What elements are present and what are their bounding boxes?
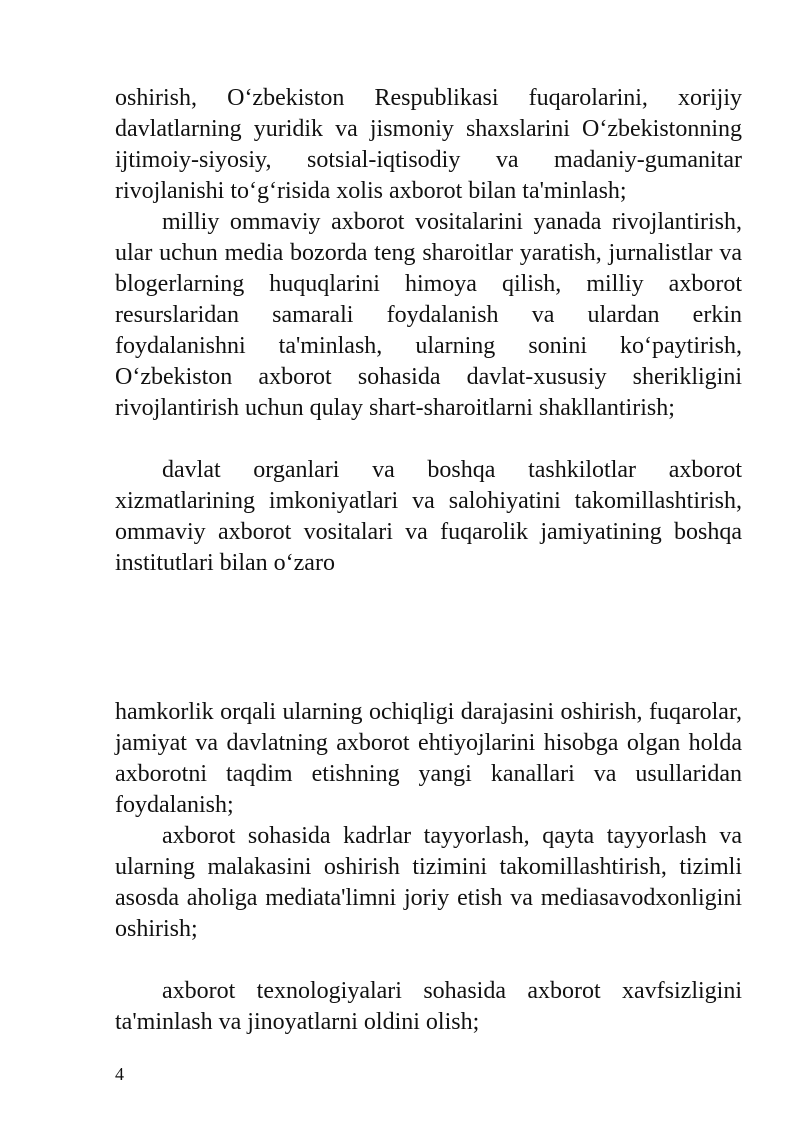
paragraph-3: davlat organlari va boshqa tashkilotlar axborot xizmatlarining imkoniyatlari va salohiyatini takomillashtirish, ommaviy axborot vositalari va fuqarolik jamiyatining boshqa institutlari bilan o‘zaro — [115, 457, 742, 576]
page-number: 4 — [115, 1064, 124, 1084]
paragraph-1: oshirish, O‘zbekiston Respublikasi fuqarolarini, xorijiy davlatlarning yuridik va jismoniy shaxslarini O‘zbekistonning ijtimoiy-siyosiy, sotsial-iqtisodiy va madaniy-gumanitar rivojlanishi to‘g‘risida xolis axborot bilan ta'minlash; — [115, 85, 742, 204]
text-block-top — [115, 83, 742, 579]
paragraph-6: axborot texnologiyalari sohasida axborot xavfsizligini ta'minlash va jinoyatlarni oldini olish; — [115, 978, 742, 1035]
paragraph-gap — [115, 945, 742, 976]
text-block-bottom — [115, 697, 742, 1038]
paragraph-4: hamkorlik orqali ularning ochiqligi darajasini oshirish, fuqarolar, jamiyat va davlatning axborot ehtiyojlarini hisobga olgan holda axborotni taqdim etishning yangi kanallari va usullaridan foydalanish; — [115, 699, 742, 818]
paragraph-gap — [115, 424, 742, 455]
paragraph-5: axborot sohasida kadrlar tayyorlash, qayta tayyorlash va ularning malakasini oshirish tizimini takomillashtirish, tizimli asosda aholiga mediata'limni joriy etish va mediasavodxonligini oshirish; — [115, 823, 742, 942]
paragraph-2: milliy ommaviy axborot vositalarini yanada rivojlantirish, ular uchun media bozorda teng sharoitlar yaratish, jurnalistlar va blogerlarning huquqlarini himoya qilish, milliy axborot resurslaridan samarali foydalanish va ulardan erkin foydalanishni ta'minlash, ularning sonini ko‘paytirish, O‘zbekiston axborot sohasida davlat-xususiy sherikligini rivojlantirish uchun qulay shart-sharoitlarni shakllantirish; — [115, 209, 742, 421]
